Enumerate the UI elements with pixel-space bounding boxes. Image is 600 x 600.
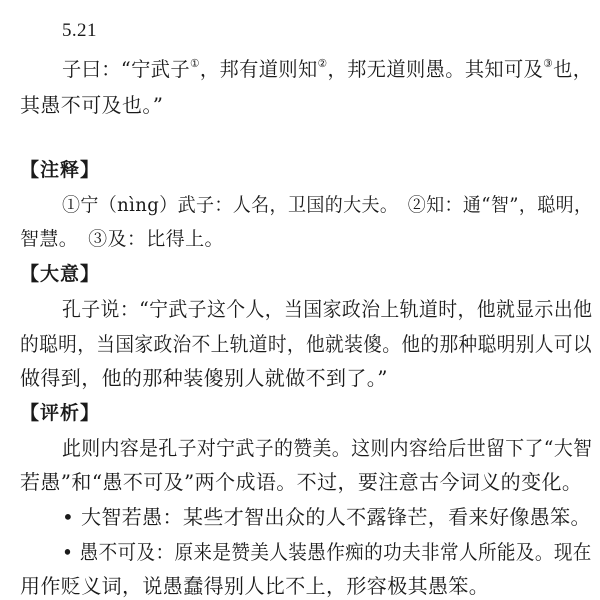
original-text-segment: 也， (553, 57, 593, 81)
footnote-marker-3: ③ (543, 57, 554, 70)
meaning-heading: 【大意】 (20, 263, 101, 285)
meaning-line-2: 的聪明，当国家政治不上轨道时，他就装傻。他的那种聪明别人可以 (20, 332, 592, 356)
analysis-bullet-2-line-2: 用作贬义词，说愚蠢得别人比不上，形容极其愚笨。 (20, 574, 490, 598)
footnote-marker-2: ② (317, 57, 328, 70)
analysis-line-2: 若愚”和“愚不可及”两个成语。不过，要注意古今词义的变化。 (20, 470, 583, 494)
section-number: 5.21 (62, 20, 97, 41)
analysis-bullet-2-line-1: • 愚不可及：原来是赞美人装愚作痴的功夫非常人所能及。现在 (62, 540, 592, 564)
original-text-segment: 子曰：“宁武子 (62, 57, 190, 81)
analysis-bullet-1: • 大智若愚：某些才智出众的人不露锋芒，看来好像愚笨。 (62, 505, 591, 529)
annotation-line-2: 智慧。 ③及：比得上。 (20, 228, 224, 250)
annotation-line-1: ①宁（nìng）武子：人名，卫国的大夫。 ②知：通“智”，聪明， (62, 194, 593, 216)
original-text-line-2: 其愚不可及也。” (20, 93, 164, 117)
meaning-line-1: 孔子说：“宁武子这个人，当国家政治上轨道时，他就显示出他 (62, 297, 593, 321)
original-text-line-1 (62, 55, 592, 83)
analysis-heading: 【评析】 (20, 402, 101, 424)
analysis-line-1: 此则内容是孔子对宁武子的赞美。这则内容给后世留下了“大智 (62, 436, 593, 460)
meaning-line-3: 做得到，他的那种装傻别人就做不到了。” (20, 366, 388, 390)
original-text-segment: ，邦无道则愚。其知可及 (327, 57, 544, 81)
footnote-marker-1: ① (189, 57, 200, 70)
original-text-segment: ，邦有道则知 (199, 57, 318, 81)
annotations-heading: 【注释】 (20, 159, 101, 181)
